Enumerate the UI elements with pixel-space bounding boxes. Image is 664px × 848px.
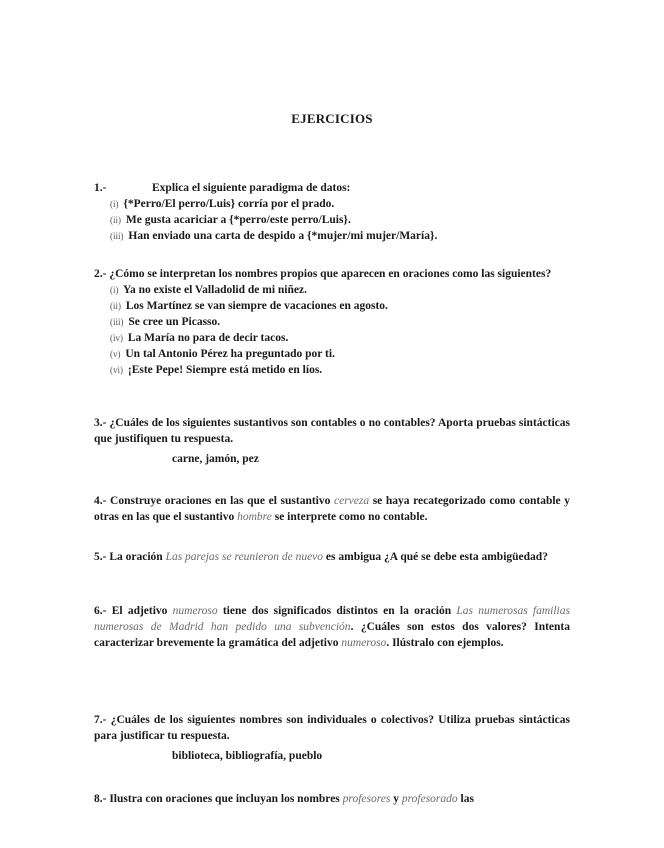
text-segment: tiene dos significados distintos en la oración — [217, 605, 457, 617]
exercise-6 — [94, 603, 570, 651]
emphasized-sentence: Las parejas se reunieron de nuevo — [165, 551, 324, 563]
item-text: Me gusta acariciar a {*perro/este perro/Luis}. — [125, 214, 351, 226]
exercise-4-text — [94, 493, 570, 525]
item-text: Un tal Antonio Pérez ha preguntado por ti. — [125, 348, 335, 360]
emphasized-word: cerveza — [333, 495, 370, 507]
exercise-3-text: 3.- ¿Cuáles de los siguientes sustantivos son contables o no contables? Aporta pruebas sintácticas que justifiquen tu respuesta. — [94, 417, 570, 445]
exercise-1 — [94, 180, 570, 244]
list-item — [110, 282, 570, 298]
text-segment: 8.- Ilustra con oraciones que incluyan los nombres — [94, 793, 343, 805]
emphasized-sentence: Las numerosas familias numerosas de Madrid han pedido una subvención — [94, 605, 570, 633]
list-item — [110, 212, 570, 228]
text-segment: se haya recategorizado como contable y otras en las que el sustantivo — [94, 495, 570, 523]
text-segment: las — [457, 793, 474, 805]
item-numeral: (i) — [110, 285, 119, 295]
page-title: EJERCICIOS — [291, 111, 373, 126]
item-text: {*Perro/El perro/Luis} corría por el prado. — [123, 198, 335, 210]
exercise-7-word-list: biblioteca, bibliografía, pueblo — [172, 750, 323, 762]
exercise-8-text — [94, 791, 570, 807]
text-segment: 4.- Construye oraciones en las que el sustantivo — [94, 495, 334, 507]
exercise-3-word-list: carne, jamón, pez — [172, 453, 259, 465]
emphasized-word: profesores — [342, 793, 391, 805]
emphasized-word: profesorado — [401, 793, 458, 805]
list-item — [110, 346, 570, 362]
item-numeral: (v) — [110, 349, 121, 359]
exercise-1-examples — [110, 196, 570, 244]
exercise-1-text: Explica el siguiente paradigma de datos: — [152, 182, 351, 194]
exercise-4 — [94, 493, 570, 525]
text-segment: . ¿Cuáles son estos dos valores? Intenta caracterizar brevemente la gramática del adjetivo — [94, 621, 570, 649]
exercise-7 — [94, 712, 570, 764]
emphasized-word: numeroso — [172, 605, 218, 617]
text-segment: es ambigua ¿A qué se debe esta ambigüedad? — [323, 551, 548, 563]
item-numeral: (ii) — [110, 215, 121, 225]
list-item — [110, 298, 570, 314]
item-text: Se cree un Picasso. — [128, 316, 221, 328]
item-numeral: (iv) — [110, 333, 123, 343]
list-item — [110, 196, 570, 212]
text-segment: 6.- El adjetivo — [94, 605, 173, 617]
item-numeral: (i) — [110, 199, 119, 209]
item-text: Han enviado una carta de despido a {*mujer/mi mujer/María}. — [128, 230, 438, 242]
exercise-2-examples — [110, 282, 570, 378]
exercise-1-statement — [94, 180, 570, 196]
item-numeral: (iii) — [110, 317, 124, 327]
exercise-3 — [94, 415, 570, 467]
exercise-1-number: 1.- — [94, 182, 107, 194]
text-segment: se interprete como no contable. — [271, 511, 428, 523]
exercise-6-text — [94, 603, 570, 651]
item-text: Los Martínez se van siempre de vacaciones en agosto. — [125, 300, 388, 312]
item-text: Ya no existe el Valladolid de mi niñez. — [122, 284, 307, 296]
text-segment: . Ilústralo con ejemplos. — [386, 637, 504, 649]
emphasized-word: hombre — [237, 511, 272, 523]
list-item — [110, 362, 570, 378]
emphasized-word: numeroso — [341, 637, 387, 649]
list-item — [110, 228, 570, 244]
text-segment: y — [390, 793, 402, 805]
item-numeral: (vi) — [110, 365, 123, 375]
item-numeral: (ii) — [110, 301, 121, 311]
exercise-5 — [94, 549, 570, 565]
item-text: ¡Este Pepe! Siempre está metido en líos. — [127, 364, 323, 376]
exercise-8 — [94, 791, 570, 807]
text-segment: 5.- La oración — [94, 551, 166, 563]
list-item — [110, 314, 570, 330]
exercise-2-text: 2.- ¿Cómo se interpretan los nombres propios que aparecen en oraciones como las siguientes? — [94, 268, 552, 280]
exercise-5-text — [94, 549, 570, 565]
exercise-2 — [94, 266, 570, 378]
exercise-7-text: 7.- ¿Cuáles de los siguientes nombres son individuales o colectivos? Utiliza pruebas sintácticas para justificar tu respuesta. — [94, 714, 570, 742]
item-numeral: (iii) — [110, 231, 124, 241]
list-item — [110, 330, 570, 346]
item-text: La María no para de decir tacos. — [127, 332, 289, 344]
